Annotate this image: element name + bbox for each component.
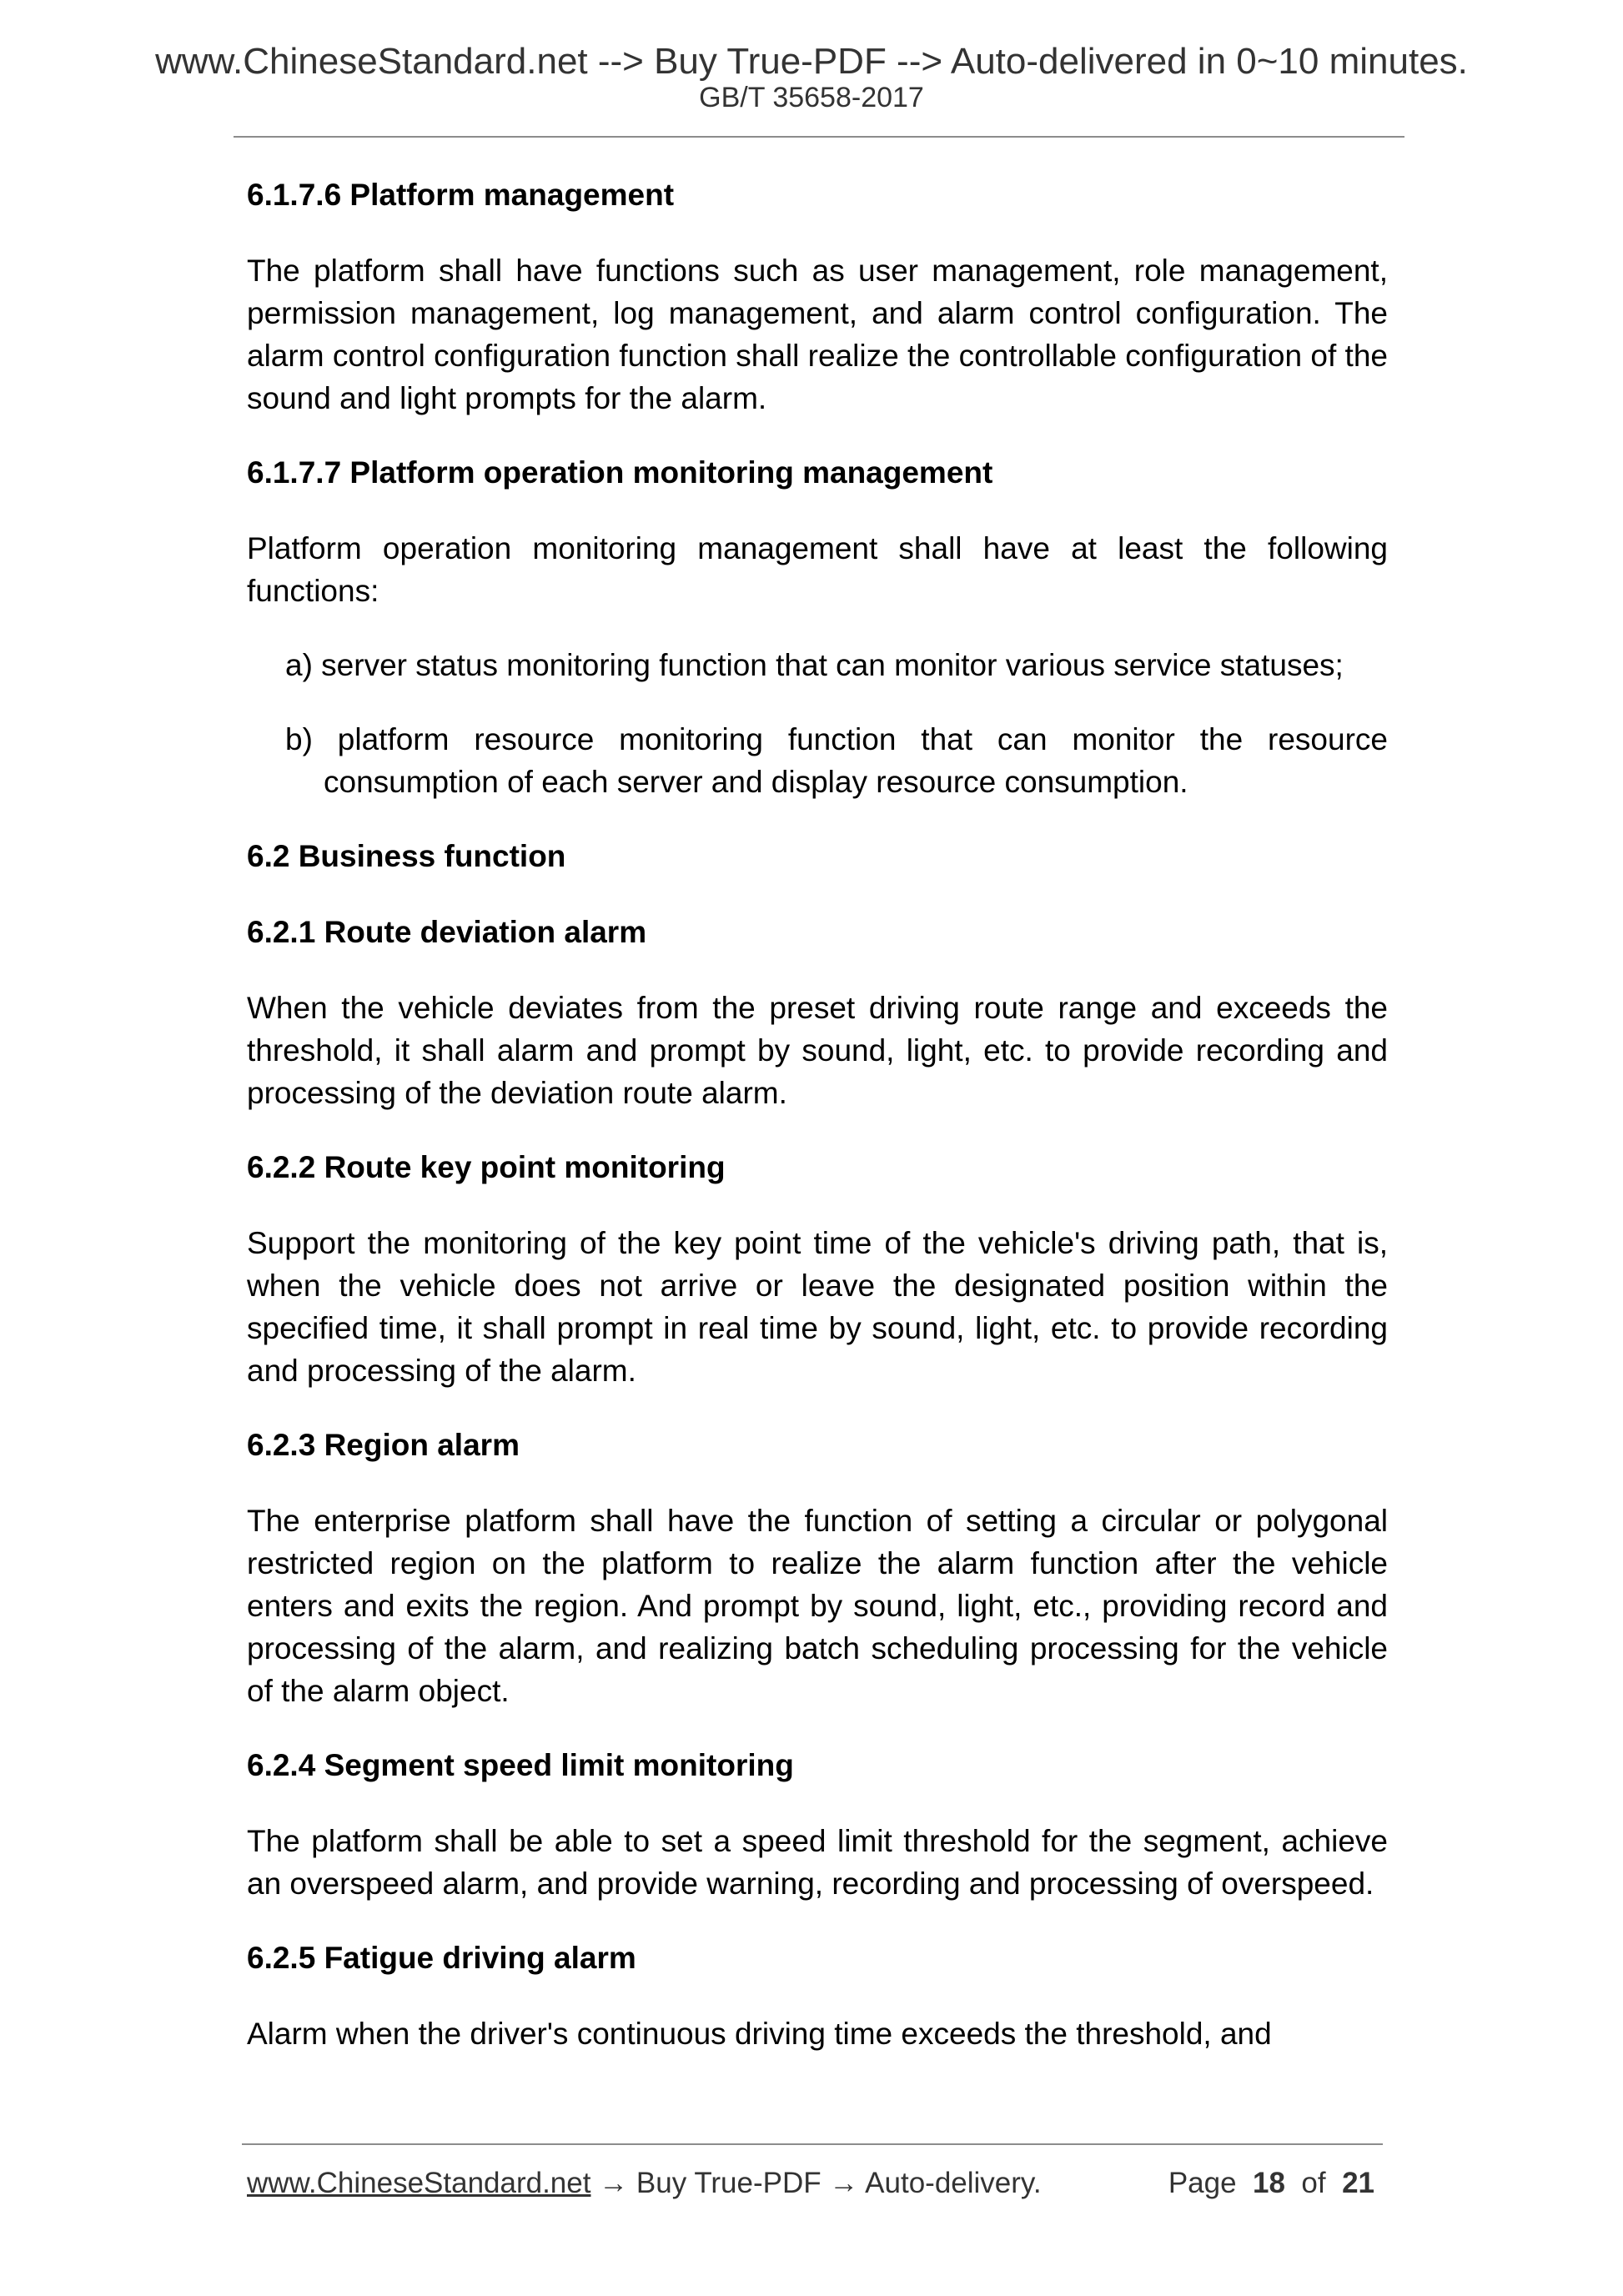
- heading-6-2-3: 6.2.3 Region alarm: [247, 1428, 520, 1462]
- footer-website-link[interactable]: www.ChineseStandard.net: [247, 2167, 591, 2199]
- heading-6-2-4: 6.2.4 Segment speed limit monitoring: [247, 1748, 794, 1782]
- footer-promo: [247, 2167, 1042, 2199]
- heading-6-1-7-6: 6.1.7.6 Platform management: [247, 178, 675, 212]
- list-item-b: b) platform resource monitoring function that can monitor the resource consumption of each server and display resource consumption.: [285, 722, 1388, 799]
- page-of-label: of: [1301, 2167, 1326, 2199]
- page-current: 18: [1253, 2167, 1285, 2199]
- heading-6-1-7-7: 6.1.7.7 Platform operation monitoring management: [247, 455, 993, 490]
- page-label: Page: [1168, 2167, 1237, 2199]
- heading-6-2-2: 6.2.2 Route key point monitoring: [247, 1150, 726, 1184]
- header-rule: [234, 136, 1404, 138]
- paragraph-6-2-2: Support the monitoring of the key point time of the vehicle's driving path, that is, when the vehicle does not arrive or leave the designated position within the specified time, it shall prompt in real time by sound, light, etc. to provide recording and processing of the alarm.: [247, 1226, 1388, 1388]
- list-item-a: a) server status monitoring function that can monitor various service statuses;: [285, 648, 1344, 682]
- heading-6-2-5: 6.2.5 Fatigue driving alarm: [247, 1941, 636, 1975]
- paragraph-6-1-7-6: The platform shall have functions such as user management, role management, permission management, log management, and alarm control configuration. The alarm control configuration function shall realize the controllable configuration of the sound and light prompts for the alarm.: [247, 254, 1388, 415]
- paragraph-6-2-4: The platform shall be able to set a speed limit threshold for the segment, achieve an overspeed alarm, and provide warning, recording and processing of overspeed.: [247, 1824, 1388, 1901]
- paragraph-6-2-5: Alarm when the driver's continuous driving time exceeds the threshold, and: [247, 2017, 1272, 2051]
- footer-rule: [242, 2143, 1383, 2145]
- heading-6-2: 6.2 Business function: [247, 839, 566, 873]
- paragraph-6-2-1: When the vehicle deviates from the preset driving route range and exceeds the threshold, it shall alarm and prompt by sound, light, etc. to provide recording and processing of the deviation route alarm.: [247, 991, 1388, 1110]
- page-number: [1168, 2168, 1374, 2198]
- page-total: 21: [1342, 2167, 1374, 2199]
- heading-6-2-1: 6.2.1 Route deviation alarm: [247, 915, 647, 949]
- paragraph-6-2-3: The enterprise platform shall have the function of setting a circular or polygonal restricted region on the platform to realize the alarm function after the vehicle enters and exits the region. And prompt by sound, light, etc., providing record and processing of the alarm, and realizing batch scheduling processing for the vehicle of the alarm object.: [247, 1504, 1388, 1708]
- page-footer: [247, 2168, 1381, 2198]
- paragraph-6-1-7-7: Platform operation monitoring management shall have at least the following functions:: [247, 531, 1388, 608]
- document-body: [247, 173, 1388, 2055]
- top-banner: www.ChineseStandard.net --> Buy True-PDF --> Auto-delivered in 0~10 minutes.: [155, 41, 1468, 82]
- footer-promo-text: → Buy True-PDF → Auto-delivery.: [590, 2167, 1042, 2199]
- standard-code: GB/T 35658-2017: [699, 82, 924, 113]
